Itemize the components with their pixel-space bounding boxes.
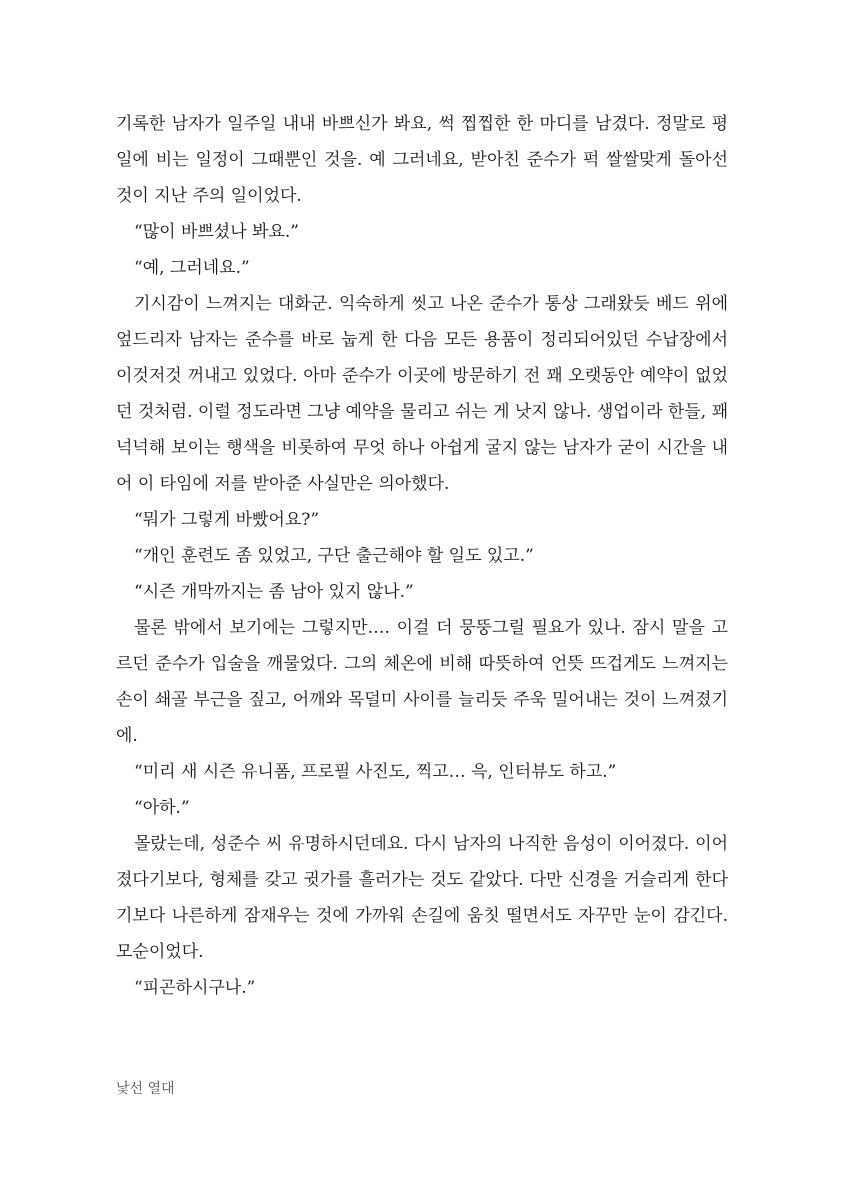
running-footer-book-title: 낯선 열대: [116, 1081, 175, 1097]
paragraph: 기시감이 느껴지는 대화군. 익숙하게 씻고 나온 준수가 통상 그래왔듯 베드 위에 엎드리자 남자는 준수를 바로 눕게 한 다음 모든 용품이 정리되어있던 수납장에서 이것저것 꺼내고 있었다. 아마 준수가 이곳에 방문하기 전 꽤 오랫동안 예약이 없었던 것처럼. 이럴 정도라면 그냥 예약을 물리고 쉬는 게 낫지 않나. 생업이라 한들, 꽤 넉넉해 보이는 행색을 비롯하여 무엇 하나 아쉽게 굴지 않는 남자가 굳이 시간을 내어 이 타임에 저를 받아준 사실만은 의아했다.: [116, 294, 728, 494]
dialogue-line: “개인 훈련도 좀 있었고, 구단 출근해야 할 일도 있고.”: [134, 546, 534, 566]
dialogue-line: “시즌 개막까지는 좀 남아 있지 않나.”: [134, 582, 414, 602]
dialogue-line: “피곤하시구나.”: [134, 978, 256, 998]
dialogue-line: “미리 새 시즌 유니폼, 프로필 사진도, 찍고… 윽, 인터뷰도 하고.”: [134, 762, 617, 782]
dialogue-line: “뭐가 그렇게 바빴어요?”: [134, 510, 320, 530]
page-body: [116, 106, 728, 1006]
dialogue-line: “많이 바쁘셨나 봐요.”: [134, 222, 299, 242]
paragraph: 몰랐는데, 성준수 씨 유명하시던데요. 다시 남자의 나직한 음성이 이어졌다. 이어졌다기보다, 형체를 갖고 귓가를 흘러가는 것도 같았다. 다만 신경을 거슬리게 한다기보다 나른하게 잠재우는 것에 가까워 손길에 움칫 떨면서도 자꾸만 눈이 감긴다. 모순이었다.: [116, 834, 728, 962]
paragraph: 기록한 남자가 일주일 내내 바쁘신가 봐요, 썩 찝찝한 한 마디를 남겼다. 정말로 평일에 비는 일정이 그때뿐인 것을. 예 그러네요, 받아친 준수가 퍽 쌀쌀맞게 돌아선 것이 지난 주의 일이었다.: [116, 114, 729, 206]
dialogue-line: “아하.”: [134, 798, 190, 818]
paragraph: 물론 밖에서 보기에는 그렇지만…. 이걸 더 뭉뚱그릴 필요가 있나. 잠시 말을 고르던 준수가 입술을 깨물었다. 그의 체온에 비해 따뜻하여 언뜻 뜨겁게도 느껴지는 손이 쇄골 부근을 짚고, 어깨와 목덜미 사이를 늘리듯 주욱 밀어내는 것이 느껴졌기에.: [116, 618, 728, 746]
dialogue-line: “예, 그러네요.”: [134, 258, 250, 278]
